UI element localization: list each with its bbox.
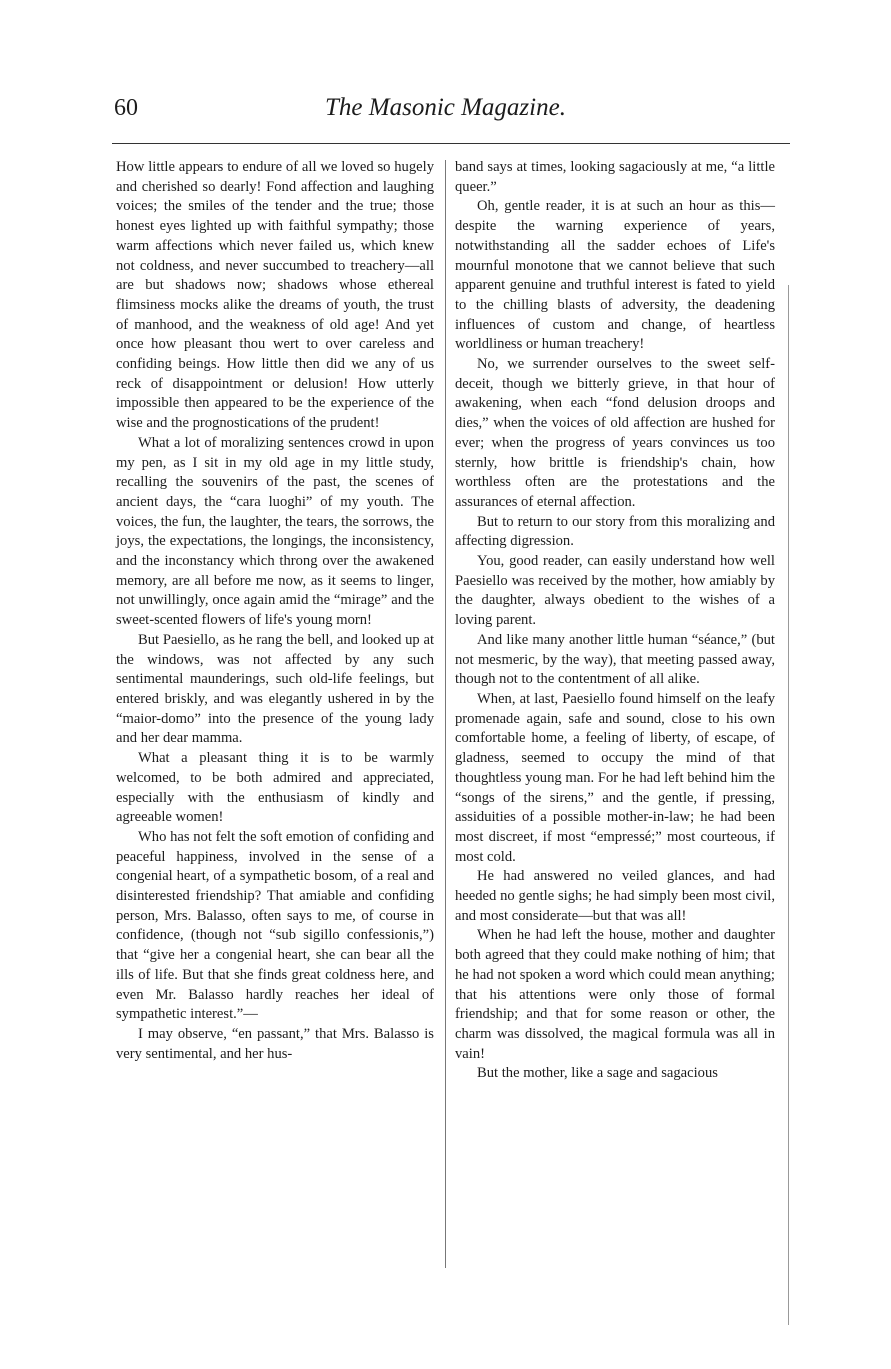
paragraph: I may observe, “en passant,” that Mrs. Balasso is very sentimental, and her hus-	[116, 1025, 434, 1062]
paragraph: And like many another little human “séance,” (but not mesmeric, by the way), that meeting passed away, though not to the contentment of all alike.	[455, 631, 775, 688]
paragraph: He had answered no veiled glances, and had heeded no gentle sighs; he had simply been most civil, and most considerate—but that was all!	[455, 868, 775, 924]
right-column	[455, 158, 775, 1084]
paragraph: No, we surrender ourselves to the sweet self-deceit, though we bitterly grieve, in that hour of awakening, when each “fond delusion droops and dies,” when the voices of old affection are hushed for ever; when the progress of years convinces us too sternly, how brittle is friendship's chain, how worthless often are the protestations and the assurances of eternal affection.	[455, 356, 775, 510]
page-number: 60	[114, 95, 138, 121]
paragraph: But the mother, like a sage and sagacious	[477, 1065, 718, 1082]
paragraph: But to return to our story from this moralizing and affecting digression.	[455, 513, 775, 550]
paragraph: band says at times, looking sagaciously at me, “a little queer.”	[455, 159, 775, 195]
header-rule	[112, 143, 790, 144]
running-title: The Masonic Magazine.	[325, 94, 566, 121]
paragraph: When, at last, Paesiello found himself on the leafy promenade again, safe and sound, close to his own comfortable home, a feeling of liberty, of escape, of gladness, seemed to occupy the mind of that thoughtless young man. For he had left behind him the “songs of the sirens,” and the gentle, if pressing, assiduities of a possible mother-in-law; he had been most discreet, if most “empressé;” most courteous, if most cold.	[455, 690, 775, 865]
page-edge-line	[788, 285, 789, 1325]
paragraph: Oh, gentle reader, it is at such an hour as this—despite the warning experience of years, notwithstanding all the sadder echoes of Life's mournful monotone that we cannot believe that such apparent genuine and truthful interest is fated to yield to the chilling blasts of adversity, the deadening influences of custom and change, of heartless worldliness or human treachery!	[455, 198, 775, 353]
paragraph: Who has not felt the soft emotion of confiding and peaceful happiness, involved in the sense of a congenial heart, of a sympathetic bosom, of a real and disinterested friendship? That amiable and confiding person, Mrs. Balasso, often says to me, of course in confidence, (though not “sub sigillo confessionis,”) that “give her a congenial heart, she can bear all the ills of life. But that she finds great coldness here, and even Mr. Balasso hardly reaches her ideal of sympathetic interest.”—	[116, 828, 434, 1023]
left-column	[116, 158, 434, 1064]
paragraph: You, good reader, can easily understand how well Paesiello was received by the mother, how amiably by the daughter, always obedient to the wishes of a loving parent.	[455, 553, 775, 629]
paragraph: When he had left the house, mother and daughter both agreed that they could make nothing of him; that he had not spoken a word which could mean anything; that his attentions were only those of formal friendship; and that for some reason or other, the charm was dissolved, the magical formula was all in vain!	[455, 927, 775, 1062]
paragraph: But Paesiello, as he rang the bell, and looked up at the windows, was not affected by any such sentimental maunderings, such old-life feelings, but entered briskly, and was elegantly ushered in by the “maior-domo” into the presence of the young lady and her dear mamma.	[116, 631, 434, 747]
column-divider	[445, 160, 446, 1268]
paragraph: What a pleasant thing it is to be warmly welcomed, to be both admired and appreciated, especially with the enthusiasm of kindly and agreeable women!	[116, 750, 434, 826]
paragraph: What a lot of moralizing sentences crowd in upon my pen, as I sit in my old age in my little study, recalling the souvenirs of the past, the scenes of ancient days, the “cara luoghi” of my youth. The voices, the fun, the laughter, the tears, the sorrows, the joys, the expectations, the longings, the inconsistency, and the inconstancy which throng over the awakened memory, are all before me now, as it seems to linger, not unwillingly, once again amid the “mirage” and the sweet-scented flowers of life's young morn!	[116, 434, 434, 629]
paragraph: How little appears to endure of all we loved so hugely and cherished so dearly! Fond affection and laughing voices; the smiles of the tender and the true; those honest eyes lighted up with faithful sympathy; those warm affections which never failed us, which knew not coldness, and never succumbed to treachery—all are but shadows now; shadows whose ethereal flimsiness mocks alike the dreams of youth, the trust of manhood, and the weakness of old age! And yet once how pleasant thou wert to over careless and confiding beings. How little then did we any of us reck of disappointment or delusion! How utterly impossible then appeared to be the experience of the wise and the prognostications of the prudent!	[116, 159, 434, 432]
